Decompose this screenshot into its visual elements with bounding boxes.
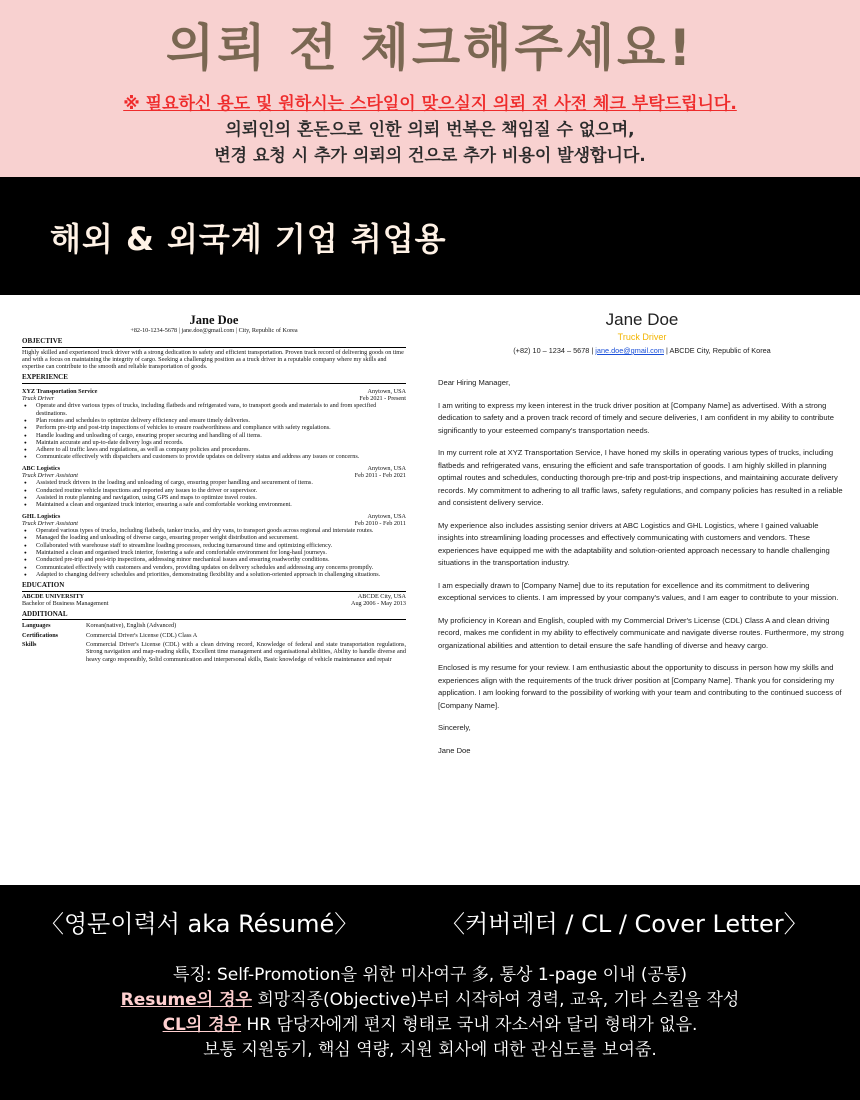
- resume-label: 〈영문이력서 aka Résumé〉: [40, 910, 359, 938]
- additional-row: [22, 622, 406, 629]
- desc-line-2-highlight: Resume의 경우: [120, 990, 252, 1010]
- education-dates: Aug 2006 - May 2013: [351, 599, 406, 607]
- cover-letter-document: [438, 309, 846, 757]
- job-location: Anytown, USA: [367, 387, 406, 395]
- desc-line-1: 특징: Self-Promotion을 위한 미사여구 多, 통상 1-page 이내 (공통): [172, 965, 688, 985]
- notice-line-2: 의뢰인의 혼돈으로 인한 의뢰 번복은 책임질 수 없으며,: [225, 120, 635, 140]
- desc-line-3-text: HR 담당자에게 편지 형태로 국내 자소서와 달리 형태가 없음.: [241, 1015, 698, 1035]
- desc-line-4: 보통 지원동기, 핵심 역량, 지원 회사에 대한 관심도를 보여줌.: [203, 1040, 657, 1060]
- additional-value: Commercial Driver's License (CDL) with a clean driving record, Knowledge of federal and state transportation regulations, Strong navigation and map-reading skills, Excellent time management and organisational abilities, Ability to handle diverse and heavy cargo responsibly, Solid communication and interpersonal skills, Basic knowledge of vehicle maintenance and repair: [86, 640, 406, 663]
- job-location: Anytown, USA: [367, 464, 406, 472]
- list-item: ● Assisted truck drivers in the loading and unloading of cargo, ensuring proper handling and securement of items.: [22, 479, 406, 486]
- list-item: ● Maintain accurate and up-to-date delivery logs and records.: [22, 439, 406, 446]
- list-item: ● Maintained a clean and organized truck interior, ensuring a safe and comfortable working environment.: [22, 501, 406, 508]
- cl-paragraph: My proficiency in Korean and English, coupled with my Commercial Driver's License (CDL) Class A and clean driving record, makes me confident in my ability to effectively communicate and navigate diverse routes. Furthermore, my strong organizational abilities and attention to detail ensure the safe handling of diverse and heavy cargo.: [438, 615, 844, 650]
- desc-line-2: [0, 988, 860, 1013]
- cl-paragraph: Enclosed is my resume for your review. I am enthusiastic about the opportunity to discuss in person how my skills and experiences align with the requirements of the truck driver position at [Company Name]. Thank you for considering my application. I am looking forward to the possibility of working with your team and contributing to the continued success of [Company Name].: [438, 663, 842, 710]
- cl-role: Truck Driver: [617, 332, 667, 342]
- bottom-section: [0, 885, 860, 1100]
- job-title: Truck Driver: [22, 395, 55, 403]
- job-dates: Feb 2010 - Feb 2011: [354, 519, 406, 527]
- cl-name: Jane Doe: [605, 310, 679, 329]
- list-item: ● Adhere to all traffic laws and regulations, as well as company policies and procedures.: [22, 446, 406, 453]
- cl-greeting: Dear Hiring Manager,: [438, 378, 511, 387]
- cl-paragraph: I am especially drawn to [Company Name] due to its reputation for excellence and its commitment to delivering exceptional services to clients. I am impressed by your company's values, and I am eager to contribute to your mission.: [438, 580, 839, 602]
- job-company: XYZ Transportation Service: [22, 387, 98, 395]
- additional-value: Commercial Driver's License (CDL) Class A: [86, 631, 198, 639]
- list-item: ● Adapted to changing delivery schedules and priorities, demonstrating flexibility and a solution-oriented approach in challenging situations.: [22, 571, 406, 578]
- additional-row: [22, 641, 406, 663]
- resume-document: [22, 313, 406, 663]
- description: [0, 963, 860, 1063]
- job-company: GHL Logistics: [22, 512, 61, 520]
- list-item: ● Conducted pre-trip and post-trip inspections, addressing minor mechanical issues and ensuring roadworthy conditions.: [22, 556, 406, 563]
- objective-text: Highly skilled and experienced truck driver with a strong dedication to safety and efficient transportation. Proven track record of delivering goods on time and with a focus on maintaining the integrity of cargo. Seeking a challenging position as a truck driver in a reputable company where my skills and expertise can contribute to the smooth and reliable transportation of goods.: [22, 348, 404, 371]
- cl-paragraph: In my current role at XYZ Transportation Service, I have honed my skills in operating various types of trucks, including flatbeds and refrigerated vans, ensuring the efficient and safe transportation of goods. I am highly skilled in planning optimal routes and schedules, conducting thorough pre-trip and post-trip inspections, and maintaining accurate delivery records. My commitment to adhering to all traffic laws, safety regulations, and company policies has resulted in a reliable and consistent delivery service.: [438, 448, 843, 507]
- job-title: Truck Driver Assistant: [22, 519, 78, 527]
- list-item: ● Operated various types of trucks, including flatbeds, tanker trucks, and dry vans, to transport goods across regional and interstate routes.: [22, 527, 406, 534]
- additional-heading: ADDITIONAL: [22, 611, 406, 620]
- cl-email-link[interactable]: jane.doe@gmail.com: [595, 346, 664, 355]
- list-item: ● Assisted in route planning and navigation, using GPS and maps to optimize travel routes.: [22, 494, 406, 501]
- objective-heading: OBJECTIVE: [22, 338, 406, 347]
- list-item: ● Conducted routine vehicle inspections and reported any issues to the driver or supervisor.: [22, 487, 406, 494]
- cl-paragraph: My experience also includes assisting senior drivers at ABC Logistics and GHL Logistics, where I gained valuable insights into streamlining loading processes and effectively communicating with customers and vendors. These experiences have equipped me with the adaptability and solution-oriented approach necessary to handle challenging situations in the transportation industry.: [438, 520, 830, 567]
- desc-line-3: [0, 1013, 860, 1038]
- list-item: ● Managed the loading and unloading of diverse cargo, ensuring proper weight distribution and securement.: [22, 534, 406, 541]
- list-item: ● Handle loading and unloading of cargo, ensuring proper securing and handling of all items.: [22, 432, 406, 439]
- cover-letter-label: 〈커버레터 / CL / Cover Letter〉: [441, 910, 808, 938]
- additional-label: Skills: [22, 640, 37, 648]
- notice-line-3: 변경 요청 시 추가 의뢰의 건으로 추가 비용이 발생합니다.: [214, 146, 646, 166]
- list-item: ● Communicate effectively with dispatchers and customers to provide updates on delivery status and address any issues or concerns.: [22, 453, 406, 460]
- cl-closing: Sincerely,: [438, 723, 471, 732]
- list-item: ● Communicated effectively with customers and vendors, providing updates on delivery schedules and addressing any concerns promptly.: [22, 564, 406, 571]
- job-bullets: [22, 527, 406, 578]
- resume-contact: +82-10-1234-5678 | jane.doe@gmail.com | City, Republic of Korea: [130, 327, 298, 334]
- job-bullets: [22, 479, 406, 508]
- desc-line-2-text: 희망직종(Objective)부터 시작하여 경력, 교육, 기타 스킬을 작성: [251, 990, 740, 1010]
- job-dates: Feb 2021 - Present: [359, 395, 406, 403]
- documents-area: [0, 295, 860, 885]
- additional-row: [22, 632, 406, 639]
- list-item: ● Maintained a clean and organised truck interior, fostering a safe and comfortable environment for long-haul journeys.: [22, 549, 406, 556]
- cl-contact: [438, 345, 846, 357]
- additional-label: Languages: [22, 622, 51, 630]
- additional-value: Korean(native), English (Advanced): [86, 622, 177, 630]
- banner-title: 해외 & 외국계 기업 취업용: [50, 220, 447, 258]
- job-entry: [22, 388, 406, 461]
- job-title: Truck Driver Assistant: [22, 472, 78, 480]
- list-item: ● Collaborated with warehouse staff to streamline loading processes, reducing turnaround time and optimizing efficiency.: [22, 542, 406, 549]
- notice-section: [0, 0, 860, 177]
- education-heading: EDUCATION: [22, 582, 406, 591]
- job-entry: [22, 513, 406, 579]
- education-location: ABCDE City, USA: [357, 592, 406, 600]
- list-item: ● Operate and drive various types of trucks, including flatbeds and refrigerated vans, to transport goods and materials to and from specified destinations.: [22, 402, 406, 417]
- cl-address: | ABCDE City, Republic of Korea: [665, 346, 771, 355]
- job-location: Anytown, USA: [367, 512, 406, 520]
- banner: [0, 177, 860, 295]
- desc-line-3-highlight: CL의 경우: [162, 1015, 242, 1035]
- resume-name: Jane Doe: [189, 313, 239, 327]
- job-entry: [22, 465, 406, 509]
- job-dates: Feb 2011 - Feb 2021: [354, 472, 406, 480]
- list-item: ● Plan routes and schedules to optimize delivery efficiency and ensure timely deliveries.: [22, 417, 406, 424]
- additional-label: Certifications: [22, 631, 59, 639]
- education-school: ABCDE UNIVERSITY: [22, 592, 85, 600]
- education-degree: Bachelor of Business Management: [22, 599, 109, 607]
- experience-heading: EXPERIENCE: [22, 374, 406, 383]
- cl-paragraph: I am writing to express my keen interest in the truck driver position at [Company Name] as advertised. With a strong dedication to safety and a proven track record of timely and secure deliveries, I am confident in my ability to contribute significantly to your esteemed company's transportation needs.: [438, 400, 834, 435]
- notice-title: 의뢰 전 체크해주세요!: [165, 19, 695, 77]
- job-bullets: [22, 402, 406, 460]
- cl-signature: Jane Doe: [438, 745, 471, 755]
- list-item: ● Perform pre-trip and post-trip inspections of vehicles to ensure roadworthiness and compliance with safety regulations.: [22, 424, 406, 431]
- notice-warning: ※ 필요하신 용도 및 원하시는 스타일이 맞으실지 의뢰 전 사전 체크 부탁드립니다.: [123, 94, 737, 114]
- job-company: ABC Logistics: [22, 464, 60, 472]
- cl-phone: (+82) 10 – 1234 – 5678 |: [513, 346, 594, 355]
